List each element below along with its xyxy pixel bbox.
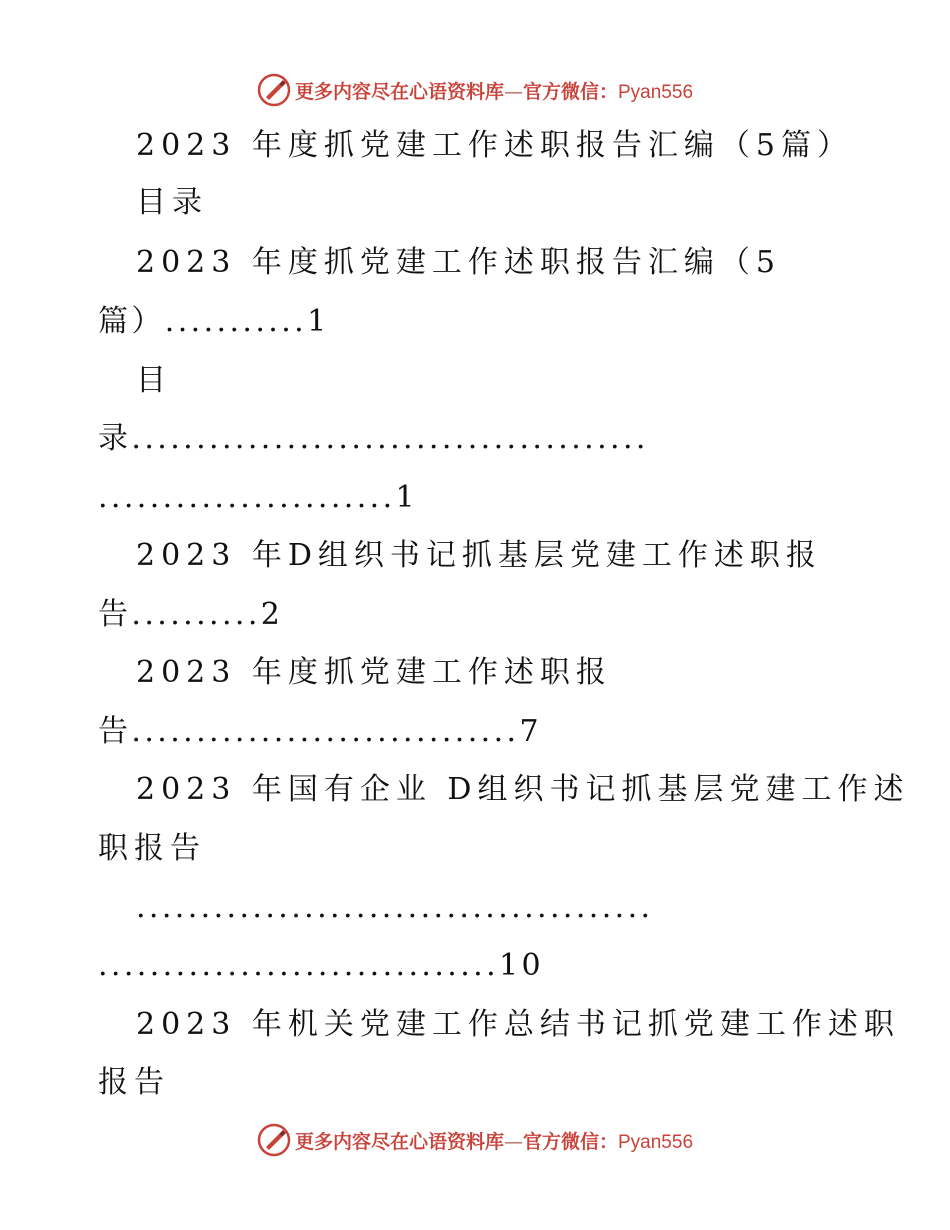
- pen-logo-icon: [257, 1123, 291, 1157]
- pen-logo-icon: [257, 73, 291, 107]
- banner-separator: —: [503, 80, 523, 103]
- toc-entry-1-line2[interactable]: 篇）...........1: [98, 304, 330, 339]
- toc-entry-6-line1[interactable]: 2023 年机关党建工作总结书记抓党建工作述职: [136, 1007, 900, 1042]
- toc-entry-1-line1[interactable]: 2023 年度抓党建工作述职报告汇编（5: [136, 245, 781, 280]
- banner-wechat-id: Pyan556: [618, 1131, 694, 1153]
- banner-main-text: 更多内容尽在心语资料库: [294, 1130, 504, 1153]
- toc-entry-5-line1[interactable]: 2023 年国有企业 D组织书记抓基层党建工作述: [136, 772, 910, 807]
- header-banner: [0, 70, 950, 110]
- toc-entry-5-line2[interactable]: 职报告: [98, 831, 206, 866]
- banner-separator: —: [503, 1130, 523, 1153]
- toc-entry-2-line1[interactable]: 目: [136, 363, 172, 398]
- banner-main-text: 更多内容尽在心语资料库: [294, 80, 504, 103]
- toc-entry-5-line4[interactable]: ...............................10: [98, 948, 544, 983]
- document-title: 2023 年度抓党建工作述职报告汇编（5篇）: [136, 128, 853, 163]
- toc-entry-2-line2[interactable]: 录........................................: [98, 421, 649, 456]
- toc-entry-6-line2[interactable]: 报告: [98, 1065, 170, 1100]
- toc-entry-5-line3[interactable]: ........................................: [136, 890, 654, 925]
- toc-entry-3-line2[interactable]: 告..........2: [98, 597, 284, 632]
- banner-suffix-text: 官方微信：: [522, 1130, 618, 1153]
- toc-entry-3-line1[interactable]: 2023 年D组织书记抓基层党建工作述职报: [136, 538, 822, 573]
- toc-entry-2-line3[interactable]: .......................1: [98, 480, 419, 515]
- banner-suffix-text: 官方微信：: [522, 80, 618, 103]
- footer-banner: [0, 1120, 950, 1160]
- banner-wechat-id: Pyan556: [618, 81, 694, 103]
- toc-heading: 目录: [136, 185, 208, 220]
- toc-entry-4-line1[interactable]: 2023 年度抓党建工作述职报: [136, 655, 612, 690]
- toc-entry-4-line2[interactable]: 告..............................7: [98, 714, 542, 749]
